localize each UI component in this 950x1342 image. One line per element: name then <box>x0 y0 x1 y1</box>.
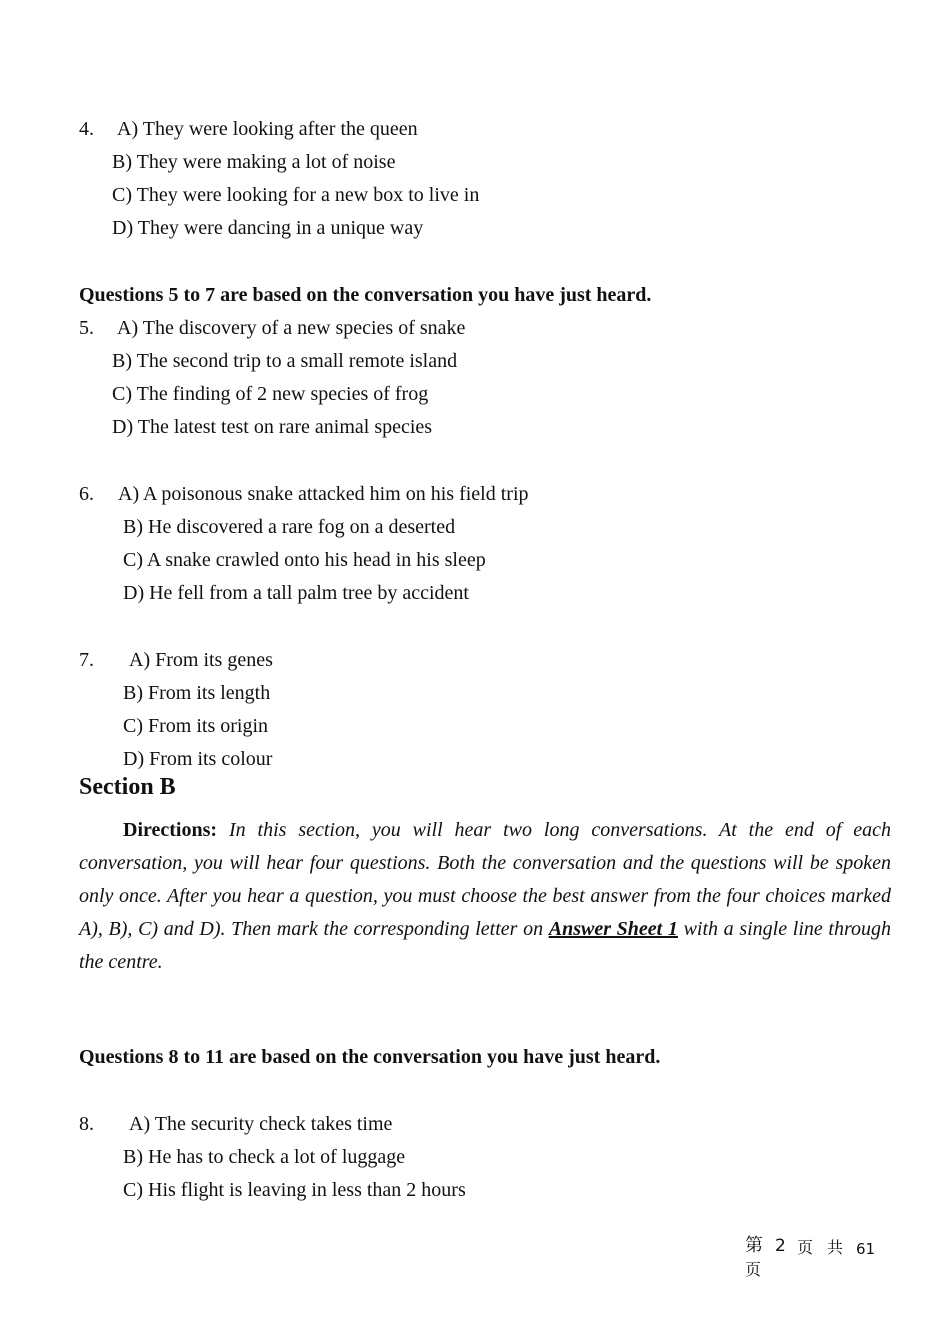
question-4-number: 4. <box>79 118 94 140</box>
question-5-option-c: C) The finding of 2 new species of frog <box>112 383 429 405</box>
question-5-option-b: B) The second trip to a small remote island <box>112 350 458 372</box>
footer-total-pages: 61 <box>856 1240 876 1258</box>
question-6-option-b: B) He discovered a rare fog on a deserted <box>123 516 456 538</box>
question-6-option-c: C) A snake crawled onto his head in his sleep <box>123 549 486 571</box>
question-7-number: 7. <box>79 649 94 671</box>
questions-8-11-intro: Questions 8 to 11 are based on the conversation you have just heard. <box>79 1046 661 1068</box>
question-8-option-c: C) His flight is leaving in less than 2 hours <box>123 1179 466 1201</box>
question-4-option-c: C) They were looking for a new box to live in <box>112 184 480 206</box>
section-b-title: Section B <box>79 774 176 800</box>
question-7-option-b: B) From its length <box>123 682 271 704</box>
question-4-option-b: B) They were making a lot of noise <box>112 151 396 173</box>
section-b-directions <box>79 814 891 979</box>
directions-tail: with a single line through the centre. <box>79 918 892 973</box>
directions-label: Directions: <box>123 819 218 841</box>
question-4-option-d: D) They were dancing in a unique way <box>112 217 424 239</box>
question-5-number: 5. <box>79 317 94 339</box>
question-7-option-c: C) From its origin <box>123 715 269 737</box>
question-4-option-a: A) They were looking after the queen <box>117 118 418 140</box>
footer-di: 第 <box>745 1235 763 1256</box>
question-6-option-d: D) He fell from a tall palm tree by accident <box>123 582 469 604</box>
question-7-option-d: D) From its colour <box>123 748 273 770</box>
question-6-option-a: A) A poisonous snake attacked him on his field trip <box>118 483 529 505</box>
answer-sheet-reference: Answer Sheet 1 <box>548 918 678 940</box>
question-6-number: 6. <box>79 483 94 505</box>
question-8-option-b: B) He has to check a lot of luggage <box>123 1146 406 1168</box>
footer-page-number: 2 <box>775 1236 786 1256</box>
questions-5-7-intro: Questions 5 to 7 are based on the conversation you have just heard. <box>79 284 652 306</box>
question-8-option-a: A) The security check takes time <box>129 1113 393 1135</box>
footer-gong: 共 <box>827 1238 844 1257</box>
footer-ye-2: 页 <box>745 1260 762 1279</box>
footer-ye: 页 <box>797 1238 814 1257</box>
question-5-option-a: A) The discovery of a new species of snake <box>117 317 466 339</box>
question-7-option-a: A) From its genes <box>129 649 273 671</box>
directions-text: In this section, you will hear two long conversations. At the end of each conversation, you will hear four questions. Both the conversation and the questions will be spoken only once. After you hear a question, you must choose the best answer from the four choices marked A), B), C) and D). Then mark the corresponding letter on <box>79 819 891 940</box>
question-5-option-d: D) The latest test on rare animal species <box>112 416 433 438</box>
question-8-number: 8. <box>79 1113 94 1135</box>
